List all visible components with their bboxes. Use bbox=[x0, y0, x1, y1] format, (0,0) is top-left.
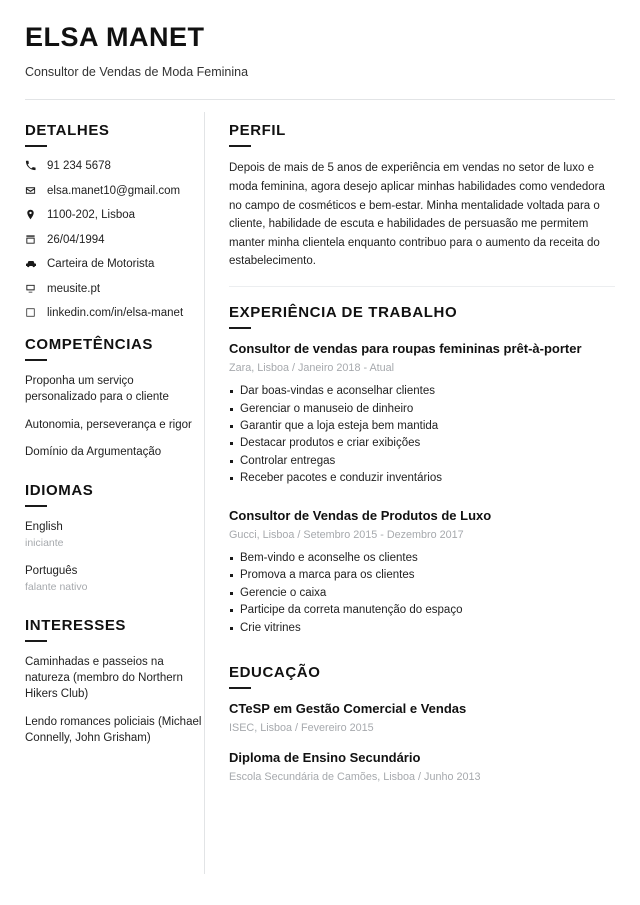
contact-email: elsa.manet10@gmail.com bbox=[47, 184, 181, 197]
language-level: falante nativo bbox=[25, 581, 88, 594]
language-level: iniciante bbox=[25, 537, 64, 550]
profile-text: Depois de mais de 5 anos de experiência em vendas no setor de luxo e moda feminina, agora desejo aplicar minhas habilidades como vendedora no campo de cosméticos e bem-estar. Minha mentalidade voltada para o cliente, habilidade de escuta e habilidades de persuasão me permitem manter minha clientela enquanto contribuo para o aumento da receita do estabelecimento. bbox=[229, 162, 605, 268]
list-item: Gerencie o caixa bbox=[229, 585, 615, 602]
list-item bbox=[25, 306, 204, 322]
list-item bbox=[25, 257, 204, 273]
section-languages-heading: IDIOMAS bbox=[25, 482, 94, 500]
location-pin-icon bbox=[25, 209, 41, 220]
monitor-icon bbox=[25, 283, 41, 294]
list-item bbox=[25, 563, 204, 595]
list-item: Autonomia, perseverança e rigor bbox=[25, 418, 192, 431]
entry-meta: ISEC, Lisboa / Fevereiro 2015 bbox=[229, 722, 374, 735]
section-profile bbox=[229, 122, 615, 287]
list-item bbox=[25, 282, 204, 298]
section-details-heading: DETALHES bbox=[25, 122, 110, 140]
profile-divider bbox=[229, 286, 615, 287]
list-item: Controlar entregas bbox=[229, 453, 615, 470]
list-item: Domínio da Argumentação bbox=[25, 445, 162, 458]
section-skills-heading: COMPETÊNCIAS bbox=[25, 335, 154, 353]
section-languages bbox=[25, 482, 204, 595]
list-item bbox=[25, 519, 204, 551]
contact-driving-license: Carteira de Motorista bbox=[47, 258, 155, 271]
list-item: Participe da correta manutenção do espaço bbox=[229, 602, 615, 619]
list-item bbox=[25, 184, 204, 200]
contact-linkedin: linkedin.com/in/elsa-manet bbox=[47, 307, 184, 320]
list-item: Gerenciar o manuseio de dinheiro bbox=[229, 401, 615, 418]
heading-underline bbox=[25, 359, 47, 361]
entry-title: Consultor de Vendas de Produtos de Luxo bbox=[229, 507, 492, 523]
candidate-job-title: Consultor de Vendas de Moda Feminina bbox=[25, 65, 249, 80]
language-name: English bbox=[25, 521, 63, 534]
contact-address: 1100-202, Lisboa bbox=[47, 209, 136, 222]
heading-underline bbox=[229, 145, 251, 147]
list-item: Proponha um serviço personalizado para o cliente bbox=[25, 374, 169, 404]
phone-icon bbox=[25, 160, 41, 171]
list-item: Dar boas-vindas e aconselhar clientes bbox=[229, 383, 615, 400]
entry-bullet-list bbox=[229, 550, 615, 637]
list-item: Bem-vindo e aconselhe os clientes bbox=[229, 550, 615, 567]
list-item bbox=[25, 159, 204, 175]
section-education bbox=[229, 664, 615, 785]
contact-website: meusite.pt bbox=[47, 282, 101, 295]
spacer bbox=[229, 650, 615, 664]
contact-detail-list bbox=[25, 159, 204, 322]
entry-meta: Escola Secundária de Camões, Lisboa / Junho 2013 bbox=[229, 771, 481, 784]
section-profile-heading: PERFIL bbox=[229, 122, 286, 140]
section-skills bbox=[25, 336, 204, 460]
list-item bbox=[25, 233, 204, 249]
list-item: Receber pacotes e conduzir inventários bbox=[229, 470, 615, 487]
resume-header bbox=[25, 0, 615, 100]
section-experience-heading: EXPERIÊNCIA DE TRABALHO bbox=[229, 304, 458, 322]
envelope-icon bbox=[25, 185, 41, 196]
entry-title: CTeSP em Gestão Comercial e Vendas bbox=[229, 701, 467, 717]
resume-body bbox=[25, 100, 615, 874]
section-details bbox=[25, 122, 204, 322]
education-entry bbox=[229, 701, 615, 736]
skills-list bbox=[25, 373, 204, 460]
list-item: Promova a marca para os clientes bbox=[229, 567, 615, 584]
spacer bbox=[25, 474, 204, 482]
section-interests bbox=[25, 617, 204, 747]
car-icon bbox=[25, 258, 41, 270]
entry-meta: Gucci, Lisboa / Setembro 2015 - Dezembro 2017 bbox=[229, 528, 464, 541]
entry-title: Diploma de Ensino Secundário bbox=[229, 750, 421, 766]
sidebar-column bbox=[25, 100, 204, 874]
education-entry bbox=[229, 750, 615, 785]
list-item: Caminhadas e passeios na natureza (membro do Northern Hikers Club) bbox=[25, 655, 183, 701]
entry-title: Consultor de vendas para roupas femininas prêt-à-porter bbox=[229, 341, 582, 357]
section-education-heading: EDUCAÇÃO bbox=[229, 664, 321, 682]
contact-phone: 91 234 5678 bbox=[47, 160, 111, 173]
heading-underline bbox=[229, 687, 251, 689]
heading-underline bbox=[25, 640, 47, 642]
list-item: Garantir que a loja esteja bem mantida bbox=[229, 418, 615, 435]
heading-underline bbox=[229, 327, 251, 329]
section-experience bbox=[229, 304, 615, 637]
experience-entry bbox=[229, 508, 615, 637]
spacer bbox=[229, 501, 615, 508]
interests-list bbox=[25, 654, 204, 747]
language-name: Português bbox=[25, 565, 78, 577]
entry-bullet-list bbox=[229, 383, 615, 488]
list-item: Lendo romances policiais (Michael Connelly, John Grisham) bbox=[25, 715, 202, 745]
linkedin-icon bbox=[25, 307, 41, 318]
spacer bbox=[25, 609, 204, 617]
section-interests-heading: INTERESSES bbox=[25, 616, 127, 634]
list-item: Crie vitrines bbox=[229, 620, 615, 637]
heading-underline bbox=[25, 145, 47, 147]
list-item bbox=[25, 208, 204, 224]
candidate-name: ELSA MANET bbox=[25, 22, 205, 52]
experience-entry bbox=[229, 341, 615, 488]
main-column bbox=[205, 100, 615, 874]
list-item: Destacar produtos e criar exibições bbox=[229, 435, 615, 452]
entry-meta: Zara, Lisboa / Janeiro 2018 - Atual bbox=[229, 361, 395, 374]
calendar-icon bbox=[25, 234, 41, 245]
contact-birthdate: 26/04/1994 bbox=[47, 233, 105, 246]
heading-underline bbox=[25, 505, 47, 507]
